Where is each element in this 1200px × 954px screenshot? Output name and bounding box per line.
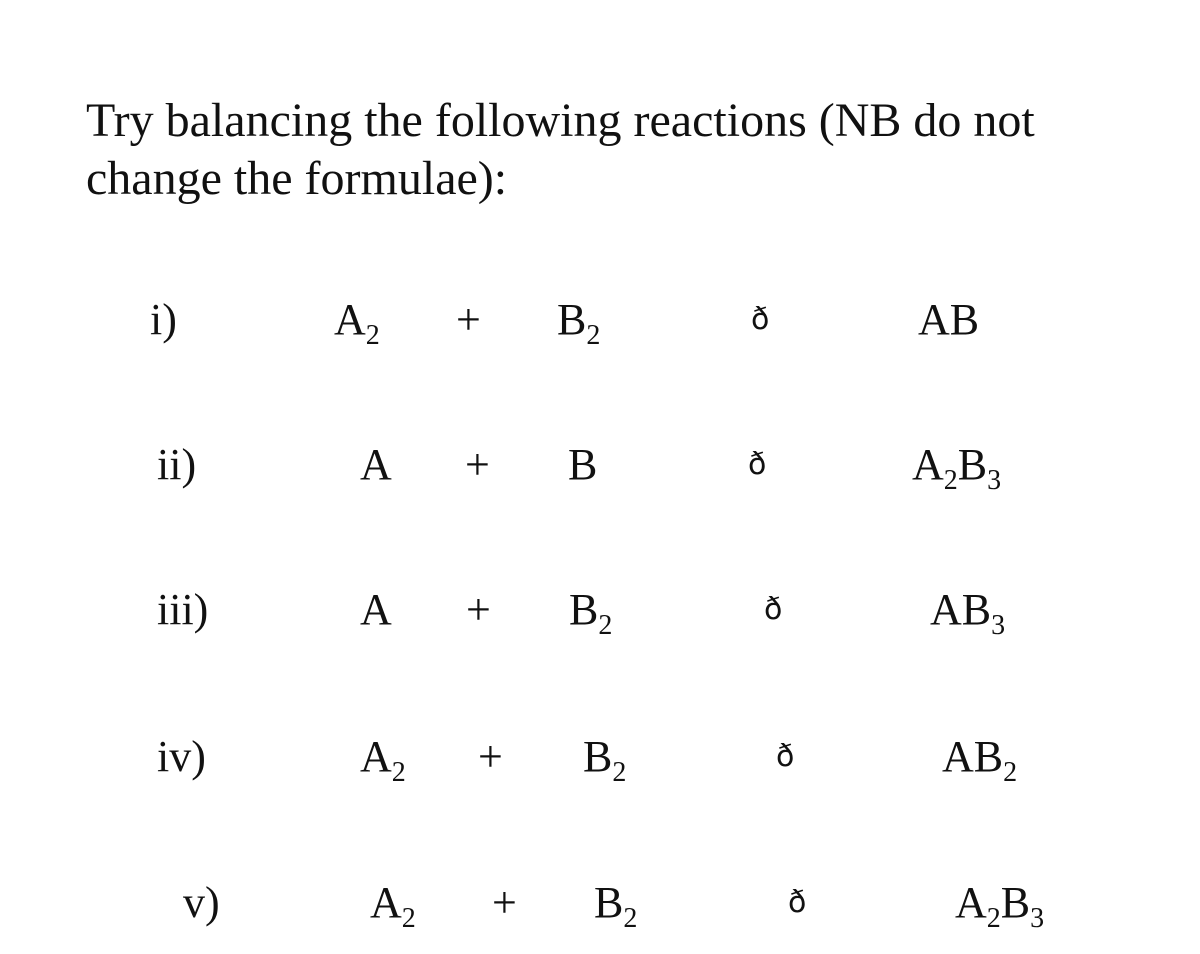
reaction-row-5 (0, 873, 1200, 933)
element-symbol: B (557, 295, 587, 344)
subscript: 3 (987, 465, 1002, 496)
product (942, 727, 1017, 793)
reaction-number: v) (183, 878, 220, 927)
reaction-row-4 (0, 727, 1200, 787)
subscript: 2 (401, 903, 416, 934)
element-symbol: A (930, 585, 962, 634)
arrow-symbol: ð (788, 885, 807, 920)
element-symbol: B (957, 440, 988, 489)
subscript: 2 (943, 465, 958, 496)
instructions-line-1: Try balancing the following reactions (NB do not (86, 94, 1035, 147)
element-symbol: A (360, 732, 392, 781)
reactant-2 (583, 727, 626, 793)
element-symbol: B (583, 732, 613, 781)
element-symbol: B (568, 440, 598, 489)
element-symbol: A (360, 585, 392, 634)
element-symbol: A (918, 295, 950, 344)
reactant-1 (360, 727, 406, 793)
reactant-1 (334, 290, 380, 356)
subscript: 2 (623, 903, 638, 934)
reactant-2 (569, 580, 612, 646)
element-symbol: B (949, 295, 980, 344)
reaction-row-2 (0, 435, 1200, 495)
element-symbol: A (942, 732, 974, 781)
reaction-row-1 (0, 290, 1200, 350)
reaction-number: iii) (157, 585, 209, 634)
reactant-1 (370, 873, 416, 939)
subscript: 2 (391, 757, 406, 788)
plus-sign: + (456, 295, 481, 344)
arrow-symbol: ð (748, 447, 767, 482)
element-symbol: A (955, 878, 987, 927)
subscript: 2 (1003, 757, 1018, 788)
plus-sign: + (492, 878, 517, 927)
plus-sign: + (466, 585, 491, 634)
subscript: 2 (986, 903, 1001, 934)
arrow-symbol: ð (776, 739, 795, 774)
element-symbol: A (334, 295, 366, 344)
subscript: 3 (991, 610, 1006, 641)
element-symbol: B (1000, 878, 1031, 927)
plus-sign: + (478, 732, 503, 781)
reaction-number: iv) (157, 732, 206, 781)
element-symbol: B (961, 585, 992, 634)
element-symbol: B (569, 585, 599, 634)
arrow-symbol: ð (751, 302, 770, 337)
plus-sign: + (465, 440, 490, 489)
element-symbol: A (360, 440, 392, 489)
subscript: 2 (612, 757, 627, 788)
element-symbol: A (370, 878, 402, 927)
reactant-2 (594, 873, 637, 939)
reactant-1 (360, 435, 392, 495)
reactant-2 (557, 290, 600, 356)
instructions (86, 92, 1146, 208)
element-symbol: B (594, 878, 624, 927)
subscript: 3 (1030, 903, 1045, 934)
product (930, 580, 1005, 646)
product (912, 435, 1001, 501)
product (955, 873, 1044, 939)
product (918, 290, 979, 350)
reaction-row-3 (0, 580, 1200, 640)
instructions-line-2: change the formulae): (86, 152, 508, 205)
subscript: 2 (598, 610, 613, 641)
arrow-symbol: ð (764, 592, 783, 627)
reactant-1 (360, 580, 392, 640)
reaction-number: ii) (157, 440, 197, 489)
reaction-number: i) (150, 295, 177, 344)
subscript: 2 (365, 320, 380, 351)
element-symbol: A (912, 440, 944, 489)
subscript: 2 (586, 320, 601, 351)
element-symbol: B (973, 732, 1004, 781)
reactant-2 (568, 435, 597, 495)
